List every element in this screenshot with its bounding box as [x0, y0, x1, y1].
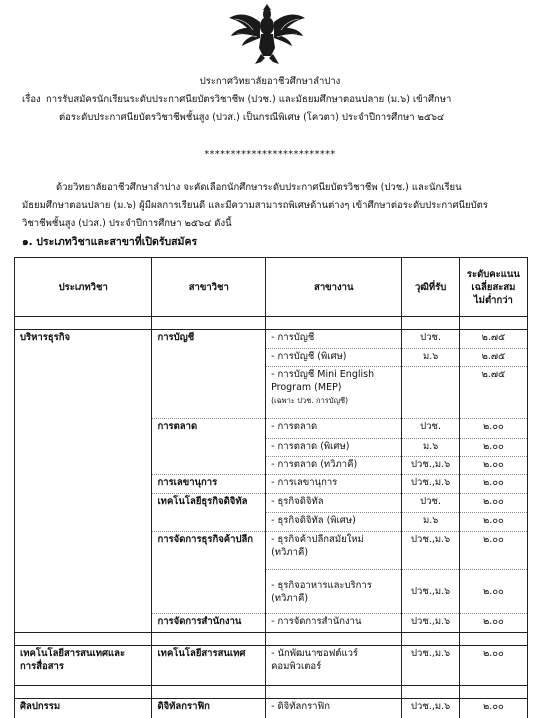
table-row	[15, 419, 528, 439]
subject-line-1: การรับสมัครนักเรียนระดับประกาศนียบัตรวิชาชีพ (ปวช.) และมัธยมศึกษาตอนปลาย (ม.๖) เข้าศึกษา	[46, 94, 452, 105]
specialty-line: (ทวิภาคี)	[271, 592, 309, 604]
header-gpa-line-3: ไม่ต่ำกว่า	[473, 294, 513, 306]
cell-qualification: ปวช.,ม.๖	[402, 699, 459, 718]
cell-type: บริหารธุรกิจ	[15, 330, 152, 349]
specialty-line: - ธุรกิจอาหารและบริการ	[271, 579, 372, 591]
table-row	[15, 457, 528, 475]
header-gpa-line-1: ระดับคะแนน	[466, 268, 520, 280]
cell-qualification: ปวช.,ม.๖	[402, 614, 459, 633]
cell-major: การจัดการสำนักงาน	[152, 614, 266, 633]
cell-qualification: ปวช.,ม.๖	[402, 457, 459, 475]
cell-gpa: ๒.๐๐	[459, 475, 527, 494]
table-row	[15, 614, 528, 633]
table-row	[15, 646, 528, 686]
specialty-line: - นักพัฒนาซอฟต์แวร์	[271, 648, 359, 659]
cell-major: การจัดการธุรกิจค้าปลีก	[152, 532, 266, 570]
type-line: การสื่อสาร	[20, 661, 64, 672]
cell-gpa: ๒.๗๕	[459, 367, 527, 419]
body-line-2: มัธยมศึกษาตอนปลาย (ม.๖) ผู้มีผลการเรียนดี และมีความสามารถพิเศษด้านต่างๆ เข้าศึกษาต่อระดับประกาศนียบัตร	[22, 200, 488, 211]
cell-major: ดิจิทัลกราฟิก	[152, 699, 266, 718]
cell-specialty	[266, 367, 402, 419]
cell-qualification: ม.๖	[402, 439, 459, 457]
cell-major: การตลาด	[152, 419, 266, 439]
body-line-3: วิชาชีพชั้นสูง (ปวส.) ประจำปีการศึกษา ๒๕๖๔ ดังนี้	[22, 218, 232, 229]
cell-specialty: - ดิจิทัลกราฟิก	[266, 699, 402, 718]
cell-gpa: ๒.๐๐	[459, 532, 527, 570]
header-type: ประเภทวิชา	[15, 258, 152, 317]
cell-gpa: ๒.๐๐	[459, 699, 527, 718]
header-qualification: วุฒิที่รับ	[402, 258, 459, 317]
specialty-line: - ธุรกิจค้าปลีกสมัยใหม่	[271, 534, 364, 545]
cell-specialty	[266, 532, 402, 570]
cell-qualification: ม.๖	[402, 349, 459, 367]
star-divider: *************************	[204, 149, 336, 160]
cell-gpa: ๒.๐๐	[459, 570, 527, 614]
specialty-line: Program (MEP)	[271, 382, 342, 393]
cell-qualification: ปวช.	[402, 419, 459, 439]
cell-qualification: ปวช.	[402, 494, 459, 513]
cell-qualification: ม.๖	[402, 513, 459, 532]
cell-specialty: - การบัญชี (พิเศษ)	[266, 349, 402, 367]
cell-qualification: ปวช.	[402, 330, 459, 349]
cell-gpa: ๒.๐๐	[459, 494, 527, 513]
garuda-emblem-icon	[225, 4, 309, 66]
cell-major: การบัญชี	[152, 330, 266, 349]
cell-specialty	[266, 570, 402, 614]
cell-qualification: ปวช.,ม.๖	[402, 646, 459, 686]
header-gpa	[459, 258, 527, 317]
header-gpa-line-2: เฉลี่ยสะสม	[471, 281, 516, 293]
subject-line-2: ต่อระดับประกาศนียบัตรวิชาชีพชั้นสูง (ปวส.) เป็นกรณีพิเศษ (โควตา) ประจำปีการศึกษา ๒๕๖๔	[59, 112, 445, 123]
table-row	[15, 570, 528, 614]
cell-specialty: - การเลขานุการ	[266, 475, 402, 494]
body-line-1: ด้วยวิทยาลัยอาชีวศึกษาลำปาง จะคัดเลือกนักศึกษาระดับประกาศนียบัตรวิชาชีพ (ปวช.) และนักเรียน	[56, 182, 462, 193]
cell-major: เทคโนโลยีธุรกิจดิจิทัล	[152, 494, 266, 513]
specialty-line: (ทวิภาคี)	[271, 547, 309, 558]
cell-specialty: - การตลาด (พิเศษ)	[266, 439, 402, 457]
section-title: ๑. ประเภทวิชาและสาขาที่เปิดรับสมัคร	[22, 236, 198, 248]
cell-type	[15, 646, 152, 686]
table-row	[15, 699, 528, 718]
cell-specialty: - การบัญชี	[266, 330, 402, 349]
cell-specialty: - การจัดการสำนักงาน	[266, 614, 402, 633]
table-row	[15, 439, 528, 457]
body-paragraph	[22, 180, 527, 228]
cell-qualification: ปวช.,ม.๖	[402, 570, 459, 614]
cell-specialty: - ธุรกิจดิจิทัล (พิเศษ)	[266, 513, 402, 532]
table-row	[15, 330, 528, 349]
specialty-note: (เฉพาะ ปวช. การบัญชี)	[271, 396, 349, 405]
table-row	[15, 475, 528, 494]
table-row	[15, 532, 528, 570]
cell-gpa: ๒.๐๐	[459, 614, 527, 633]
header-major: สาขาวิชา	[152, 258, 266, 317]
cell-gpa: ๒.๐๐	[459, 513, 527, 532]
table-row	[15, 513, 528, 532]
program-table	[14, 257, 528, 718]
header-specialty: สาขางาน	[266, 258, 402, 317]
cell-specialty: - ธุรกิจดิจิทัล	[266, 494, 402, 513]
cell-gpa: ๒.๐๐	[459, 419, 527, 439]
type-line: เทคโนโลยีสารสนเทศและ	[20, 648, 126, 659]
specialty-line: คอมพิวเตอร์	[271, 661, 322, 672]
cell-type: ศิลปกรรม	[15, 699, 152, 718]
cell-specialty	[266, 646, 402, 686]
cell-qualification: ปวช.,ม.๖	[402, 532, 459, 570]
cell-gpa: ๒.๐๐	[459, 646, 527, 686]
specialty-line: - การบัญชี Mini English	[271, 369, 375, 380]
table-header-row	[15, 258, 528, 317]
cell-specialty: - การตลาด (ทวิภาคี)	[266, 457, 402, 475]
cell-major: การเลขานุการ	[152, 475, 266, 494]
cell-gpa: ๒.๐๐	[459, 457, 527, 475]
cell-qualification: ปวช.,ม.๖	[402, 475, 459, 494]
cell-gpa: ๒.๗๕	[459, 330, 527, 349]
cell-qualification	[402, 367, 459, 419]
institution-heading: ประกาศวิทยาลัยอาชีวศึกษาลำปาง	[199, 76, 341, 87]
table-row	[15, 349, 528, 367]
table-row	[15, 494, 528, 513]
cell-gpa: ๒.๐๐	[459, 439, 527, 457]
cell-gpa: ๒.๗๕	[459, 349, 527, 367]
subject-label: เรื่อง	[22, 94, 41, 105]
table-row	[15, 367, 528, 419]
cell-specialty: - การตลาด	[266, 419, 402, 439]
cell-major: เทคโนโลยีสารสนเทศ	[152, 646, 266, 686]
